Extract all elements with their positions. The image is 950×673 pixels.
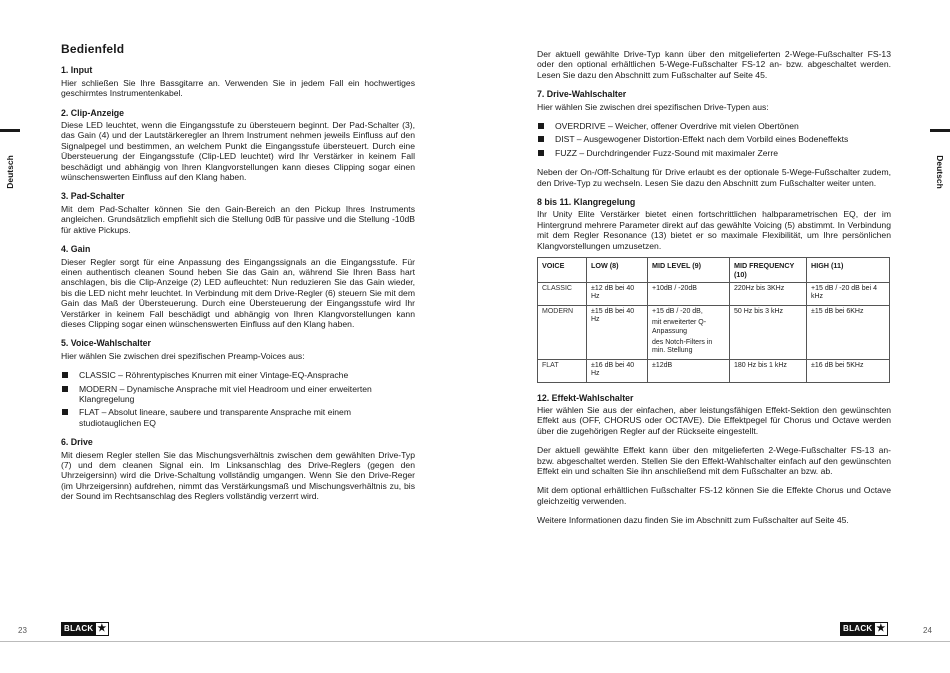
table-cell: ±16 dB bei 5KHz [807,359,890,382]
drive-list [537,121,891,158]
section-text: Weitere Informationen dazu finden Sie im Abschnitt zum Fußschalter auf Seite 45. [537,515,849,526]
page-heading: Bedienfeld [61,42,125,56]
voice-list [61,370,415,428]
table-cell [648,305,730,359]
table-cell: +15 dB / -20 dB bei 4 kHz [807,282,890,305]
table-cell: 180 Hz bis 1 kHz [730,359,807,382]
brand-logo: BLACK ★ [61,622,109,636]
column-header: MID FREQUENCY (10) [730,258,807,283]
table-cell: ±15 dB bei 40 Hz [587,305,648,359]
table-cell: FLAT [538,359,587,382]
column-header: HIGH (11) [807,258,890,283]
list-item: FUZZ – Durchdringender Fuzz-Sound mit maximaler Zerre [537,148,891,158]
table-cell: ±12dB [648,359,730,382]
section-title: 1. Input [61,65,93,76]
language-tab-left [0,129,20,212]
section-text: Hier wählen Sie aus der einfachen, aber leistungsfähigen Effekt-Sektion den gewünschten Effekt aus (OFF, CHORUS oder OCTAVE). Die Effektpegel für Chorus und Octave werden über die zugehörigen Regler auf der Rückseite eingestellt. [537,404,891,436]
left-column [61,44,415,511]
brand-logo: BLACK ★ [840,622,888,636]
section-title: 7. Drive-Wahlschalter [537,89,627,100]
right-column [537,49,891,535]
section-text: Neben der On-/Off-Schaltung für Drive erlaubt es der optionale 5-Wege-Fußschalter zudem, den Drive-Typ zu wechseln. Lesen Sie dazu den Abschnitt zum Fußschalter weiter unten. [537,167,891,188]
section-text: Diese LED leuchtet, wenn die Eingangsstufe zu übersteuern beginnt. Der Pad-Schalter (3), das Gain (4) und der Lautstärkeregler an Ihrem Instrument nehmen jeweils Einfluss auf den Signalpegel und bestimmen, an welchem Punkt die Eingangsstufe übersteuert. Durch eine Übersteuerung der Eingangsstufe (Clip-LED leuchtet) wird Ihr Verstärker in keinem Fall beschädigt und abhängig von Ihren Klangvorstellungen kann dieses Clipping sogar einen wünschenswerten Einfluss auf den Klang haben. [61,120,415,183]
table-cell: ±16 dB bei 40 Hz [587,359,648,382]
section-title: 12. Effekt-Wahlschalter [537,392,634,403]
section-text: Hier wählen Sie zwischen drei spezifischen Preamp-Voices aus: [61,350,305,361]
language-tab-label: Deutsch [5,155,15,189]
column-header: LOW (8) [587,258,648,283]
section-title: 4. Gain [61,244,91,255]
section-text: Mit dem optional erhältlichen Fußschalter FS-12 können Sie die Effekte Chorus und Octave gleichzeitig verwenden. [537,485,891,506]
list-item: OVERDRIVE – Weicher, offener Overdrive mit vielen Obertönen [537,121,891,131]
list-item: FLAT – Absolut lineare, saubere und transparente Ansprache mit einem studiotauglichen EQ [61,407,415,428]
star-icon: ★ [876,623,886,634]
column-header: VOICE [538,258,587,283]
section-text: Der aktuell gewählte Effekt kann über den mitgelieferten 2-Wege-Fußschalter FS-13 an- bzw. abgeschaltet werden. Stellen Sie den Effekt-Wahlschalter einfach auf den gewünschten Effekt ein und schalten Sie ihn anschließend mit dem Fußschalter an bzw. ab. [537,445,891,476]
language-tab-label: Deutsch [935,155,945,189]
table-cell: MODERN [538,305,587,359]
table-cell: ±15 dB bei 6KHz [807,305,890,359]
cell-subtext: des Notch-Filters in min. Stellung [652,338,713,355]
list-item: MODERN – Dynamische Ansprache mit viel Headroom und einer erweiterten Klangregelung [61,384,415,405]
table-cell: 50 Hz bis 3 kHz [730,305,807,359]
section-text: Hier wählen Sie zwischen drei spezifischen Drive-Typen aus: [537,101,769,112]
table-row [538,282,890,305]
eq-table [537,257,890,382]
section-text: Mit dem Pad-Schalter können Sie den Gain-Bereich an den Pickup Ihres Instruments angleichen. Grundsätzlich empfiehlt sich die Stellung 0dB für passive und die Stellung -10dB für aktive Pickups. [61,203,415,235]
table-cell: 220Hz bis 3KHz [730,282,807,305]
section-text: Mit diesem Regler stellen Sie das Mischungsverhältnis zwischen dem gewählten Drive-Typ (7) und dem cleanen Signal ein. Im Linksanschlag des Drive-Reglers (gegen den Uhrzeigersinn) wird die Drive-Schaltung vollständig umgangen. Wenn Sie den Drive-Reger (im Uhrzeigersinn) aufdrehen, nimmt das Verstärkungsmaß und Mischungsverhältnis zu, bis der Sound im Rechtsanschlag des Reglers vollständig verzerrt wird. [61,449,415,502]
section-title: 5. Voice-Wahlschalter [61,338,151,349]
right-page [475,0,950,673]
page-number: 23 [18,626,27,635]
table-cell: +10dB / -20dB [648,282,730,305]
star-icon: ★ [97,623,107,634]
table-cell: CLASSIC [538,282,587,305]
section-text: Der aktuell gewählte Drive-Typ kann über den mitgelieferten 2-Wege-Fußschalter FS-13 oder den optional erhältlichen 5-Wege-Fußschalter FS-12 an- bzw. abgeschaltet werden. Lesen Sie dazu den Abschnitt zum Fußschalter auf Seite 45. [537,49,891,80]
page-number: 24 [923,626,932,635]
footer-divider [475,641,950,642]
list-item: CLASSIC – Röhrentypisches Knurren mit einer Vintage-EQ-Ansprache [61,370,415,380]
section-text: Hier schließen Sie Ihre Bassgitarre an. Verwenden Sie in jedem Fall ein hochwertiges geschirmtes Instrumentenkabel. [61,77,415,99]
section-title: 6. Drive [61,437,93,448]
section-title: 2. Clip-Anzeige [61,107,125,118]
column-header: MID LEVEL (9) [648,258,730,283]
section-title: 3. Pad-Schalter [61,191,125,202]
section-text: Dieser Regler sorgt für eine Anpassung des Eingangssignals an die Eingangsstufe. Für einen authentisch cleanen Sound heben Sie das Gain an, während Sie Ihren Bass hart anschlagen, bis die Clip-Anzeige (2) LED aufleuchtet: Nun reduzieren Sie das Gain wieder, bis die LED nicht mehr leuchtet. In Verbindung mit dem Drive-Regler (6) steuern Sie mit dem Gain das Maß der Übersteuerung. Durch eine Übersteuerung der Eingangsstufe wird Ihr Verstärker in keinem Fall beschädigt und abhängig von Ihren Klangvorstellungen kann dieses Clipping sogar einen wünschenswerten Einfluss auf den Klang haben. [61,256,415,329]
section-text: Ihr Unity Elite Verstärker bietet einen fortschrittlichen halbparametrischen EQ, der im Hintergrund mehrere Parameter direkt auf das gewählte Voicing (5) abstimmt. In Verbindung mit dem Regler Resonance (13) bietet er so maximale Flexibilität, um Ihre persönlichen Klangvorstellungen umzusetzen. [537,209,891,251]
table-row [538,305,890,359]
table-cell: ±12 dB bei 40 Hz [587,282,648,305]
language-tab-right [930,129,950,212]
table-row [538,359,890,382]
cell-subtext: mit erweiterter Q-Anpassung [652,319,707,335]
footer-divider [0,641,475,642]
cell-text: +15 dB / -20 dB, [652,307,703,315]
table-header-row [538,258,890,283]
list-item: DIST – Ausgewogener Distortion-Effekt nach dem Vorbild eines Bodeneffekts [537,134,891,144]
section-title: 8 bis 11. Klangregelung [537,197,636,208]
